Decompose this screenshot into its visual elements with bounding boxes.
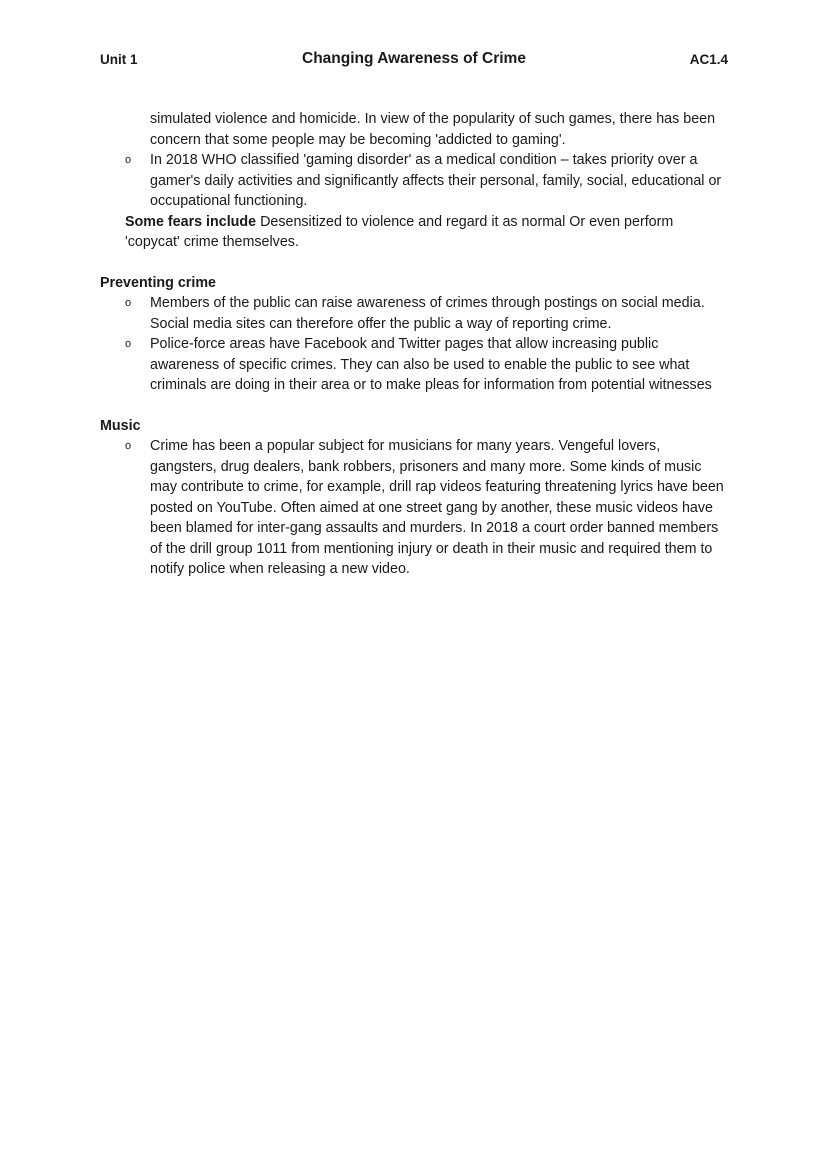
list-item-text: Crime has been a popular subject for musicians for many years. Vengeful lovers, gangsters, drug dealers, bank robbers, prisoners and many more. Some kinds of music may contribute to crime, for example, drill rap videos featuring threatening lyrics have been posted on YouTube. Often aimed at one street gang by another, these music videos have been blamed for inter-gang assaults and murders. In 2018 a court order banned members of the drill group 1011 from mentioning injury or death in their music and required them to notify police when releasing a new video.: [150, 438, 724, 577]
list-item-text: Police-force areas have Facebook and Twitter pages that allow increasing public awareness of specific crimes. They can also be used to enable the public to see what criminals are doing in their area or to make pleas for information from potential witnesses: [150, 336, 712, 393]
fears-text: Desensitized to violence and regard it as normal Or even perform 'copycat' crime themselves.: [125, 213, 674, 250]
fears-paragraph: [100, 212, 730, 253]
criterion-code: AC1.4: [689, 52, 728, 67]
gaming-continuation: simulated violence and homicide. In view of the popularity of such games, there has been concern that some people may be becoming 'addicted to gaming'.: [150, 111, 716, 148]
list-item: [100, 436, 730, 580]
section-heading-music: Music: [100, 417, 141, 434]
bullet-icon: o: [125, 154, 132, 166]
bullet-icon: o: [125, 338, 132, 350]
list-item: [100, 150, 730, 212]
bullet-icon: o: [125, 297, 132, 309]
gaming-bullet-list: [100, 150, 730, 212]
music-bullet-list: [100, 436, 730, 580]
list-item: [100, 334, 730, 396]
page-title: Changing Awareness of Crime: [302, 50, 526, 67]
preventing-bullet-list: [100, 293, 730, 396]
bullet-icon: o: [125, 440, 132, 452]
fears-label: Some fears include: [125, 213, 257, 230]
list-item: [100, 293, 730, 334]
page-header: [100, 50, 728, 70]
section-heading-preventing-crime: Preventing crime: [100, 274, 217, 291]
document-body: [100, 109, 730, 580]
list-item-text: In 2018 WHO classified 'gaming disorder' as a medical condition – takes priority over a gamer's daily activities and significantly affects their personal, family, social, educational or occupational functioning.: [150, 152, 722, 209]
list-item-text: Members of the public can raise awareness of crimes through postings on social media. Social media sites can therefore offer the public a way of reporting crime.: [150, 295, 705, 332]
unit-label: Unit 1: [100, 52, 138, 67]
